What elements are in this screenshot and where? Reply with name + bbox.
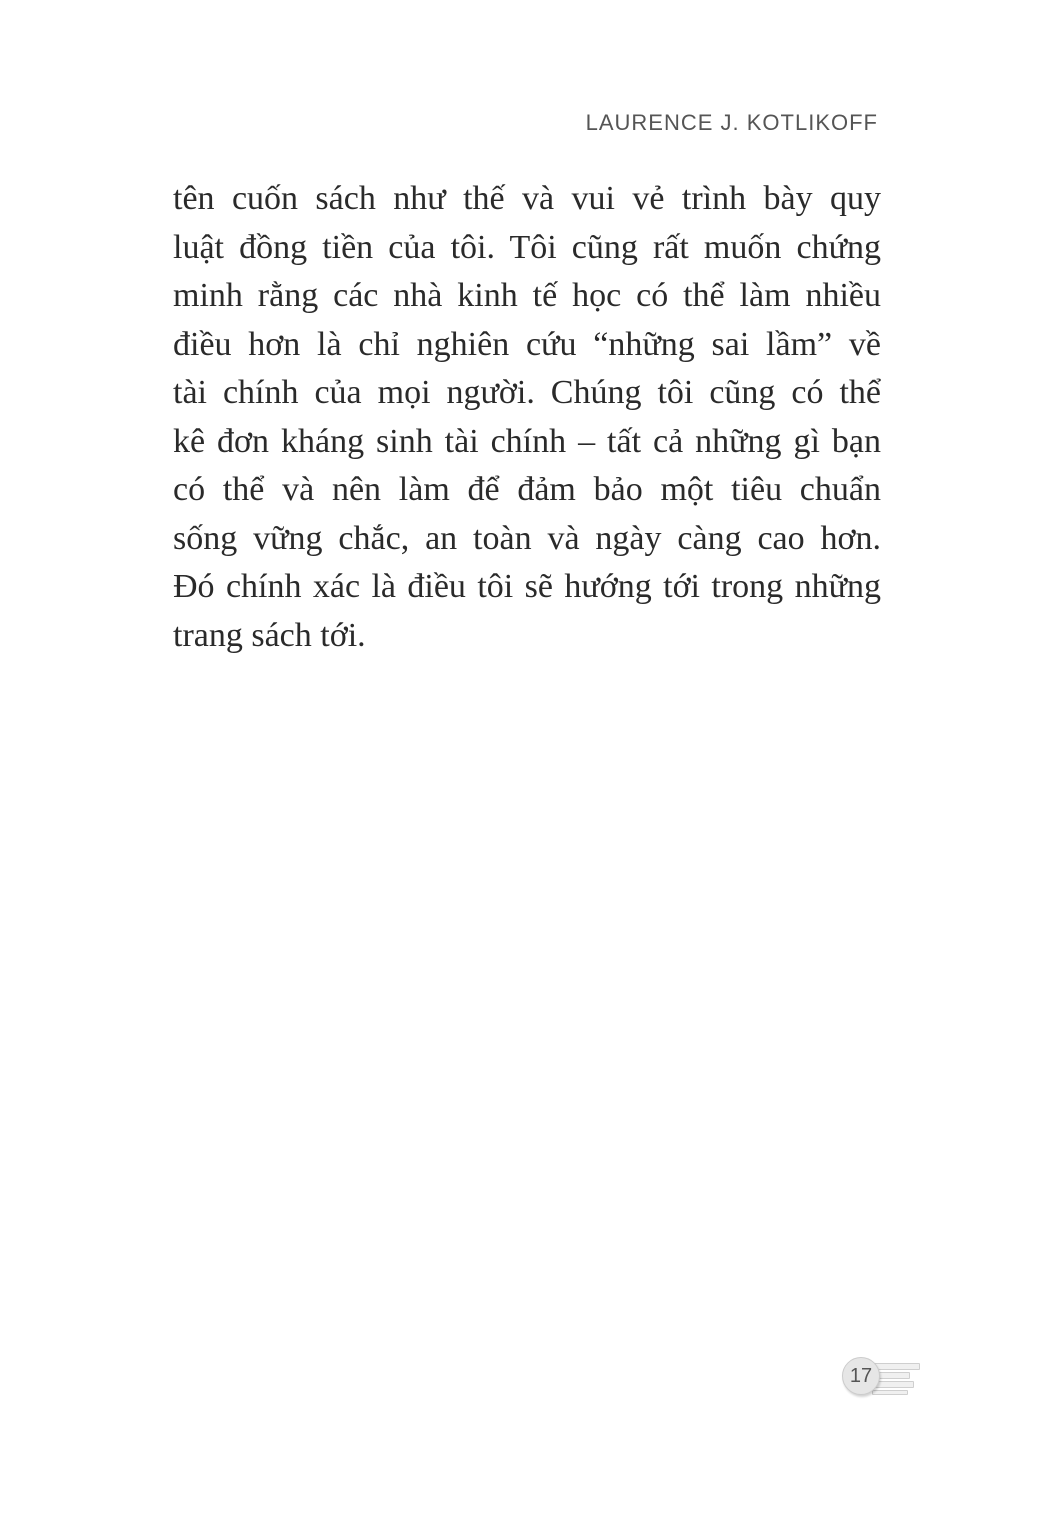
text-line: minh rằng các nhà kinh tế học có thể làm nhiều: [173, 277, 881, 314]
text-line: kê đơn kháng sinh tài chính – tất cả những gì bạn: [173, 422, 881, 460]
text-line: luật đồng tiền của tôi. Tôi cũng rất muốn chứng: [173, 228, 881, 266]
text-line: tên cuốn sách như thế và vui vẻ trình bày quy: [173, 180, 881, 217]
text-line: sống vững chắc, an toàn và ngày càng cao hơn.: [173, 519, 881, 557]
text-line: có thể và nên làm để đảm bảo một tiêu chuẩn: [173, 471, 881, 508]
body-paragraph: [173, 175, 881, 660]
text-line: tài chính của mọi người. Chúng tôi cũng có thể: [173, 374, 881, 411]
text-line: trang sách tới.: [173, 616, 366, 654]
text-line: Đó chính xác là điều tôi sẽ hướng tới trong những: [173, 568, 881, 605]
page-number: 17: [842, 1357, 880, 1395]
page-number-badge: [842, 1357, 922, 1399]
text-line: điều hơn là chỉ nghiên cứu “những sai lầm” về: [173, 325, 881, 363]
running-header-author: LAURENCE J. KOTLIKOFF: [585, 110, 878, 135]
